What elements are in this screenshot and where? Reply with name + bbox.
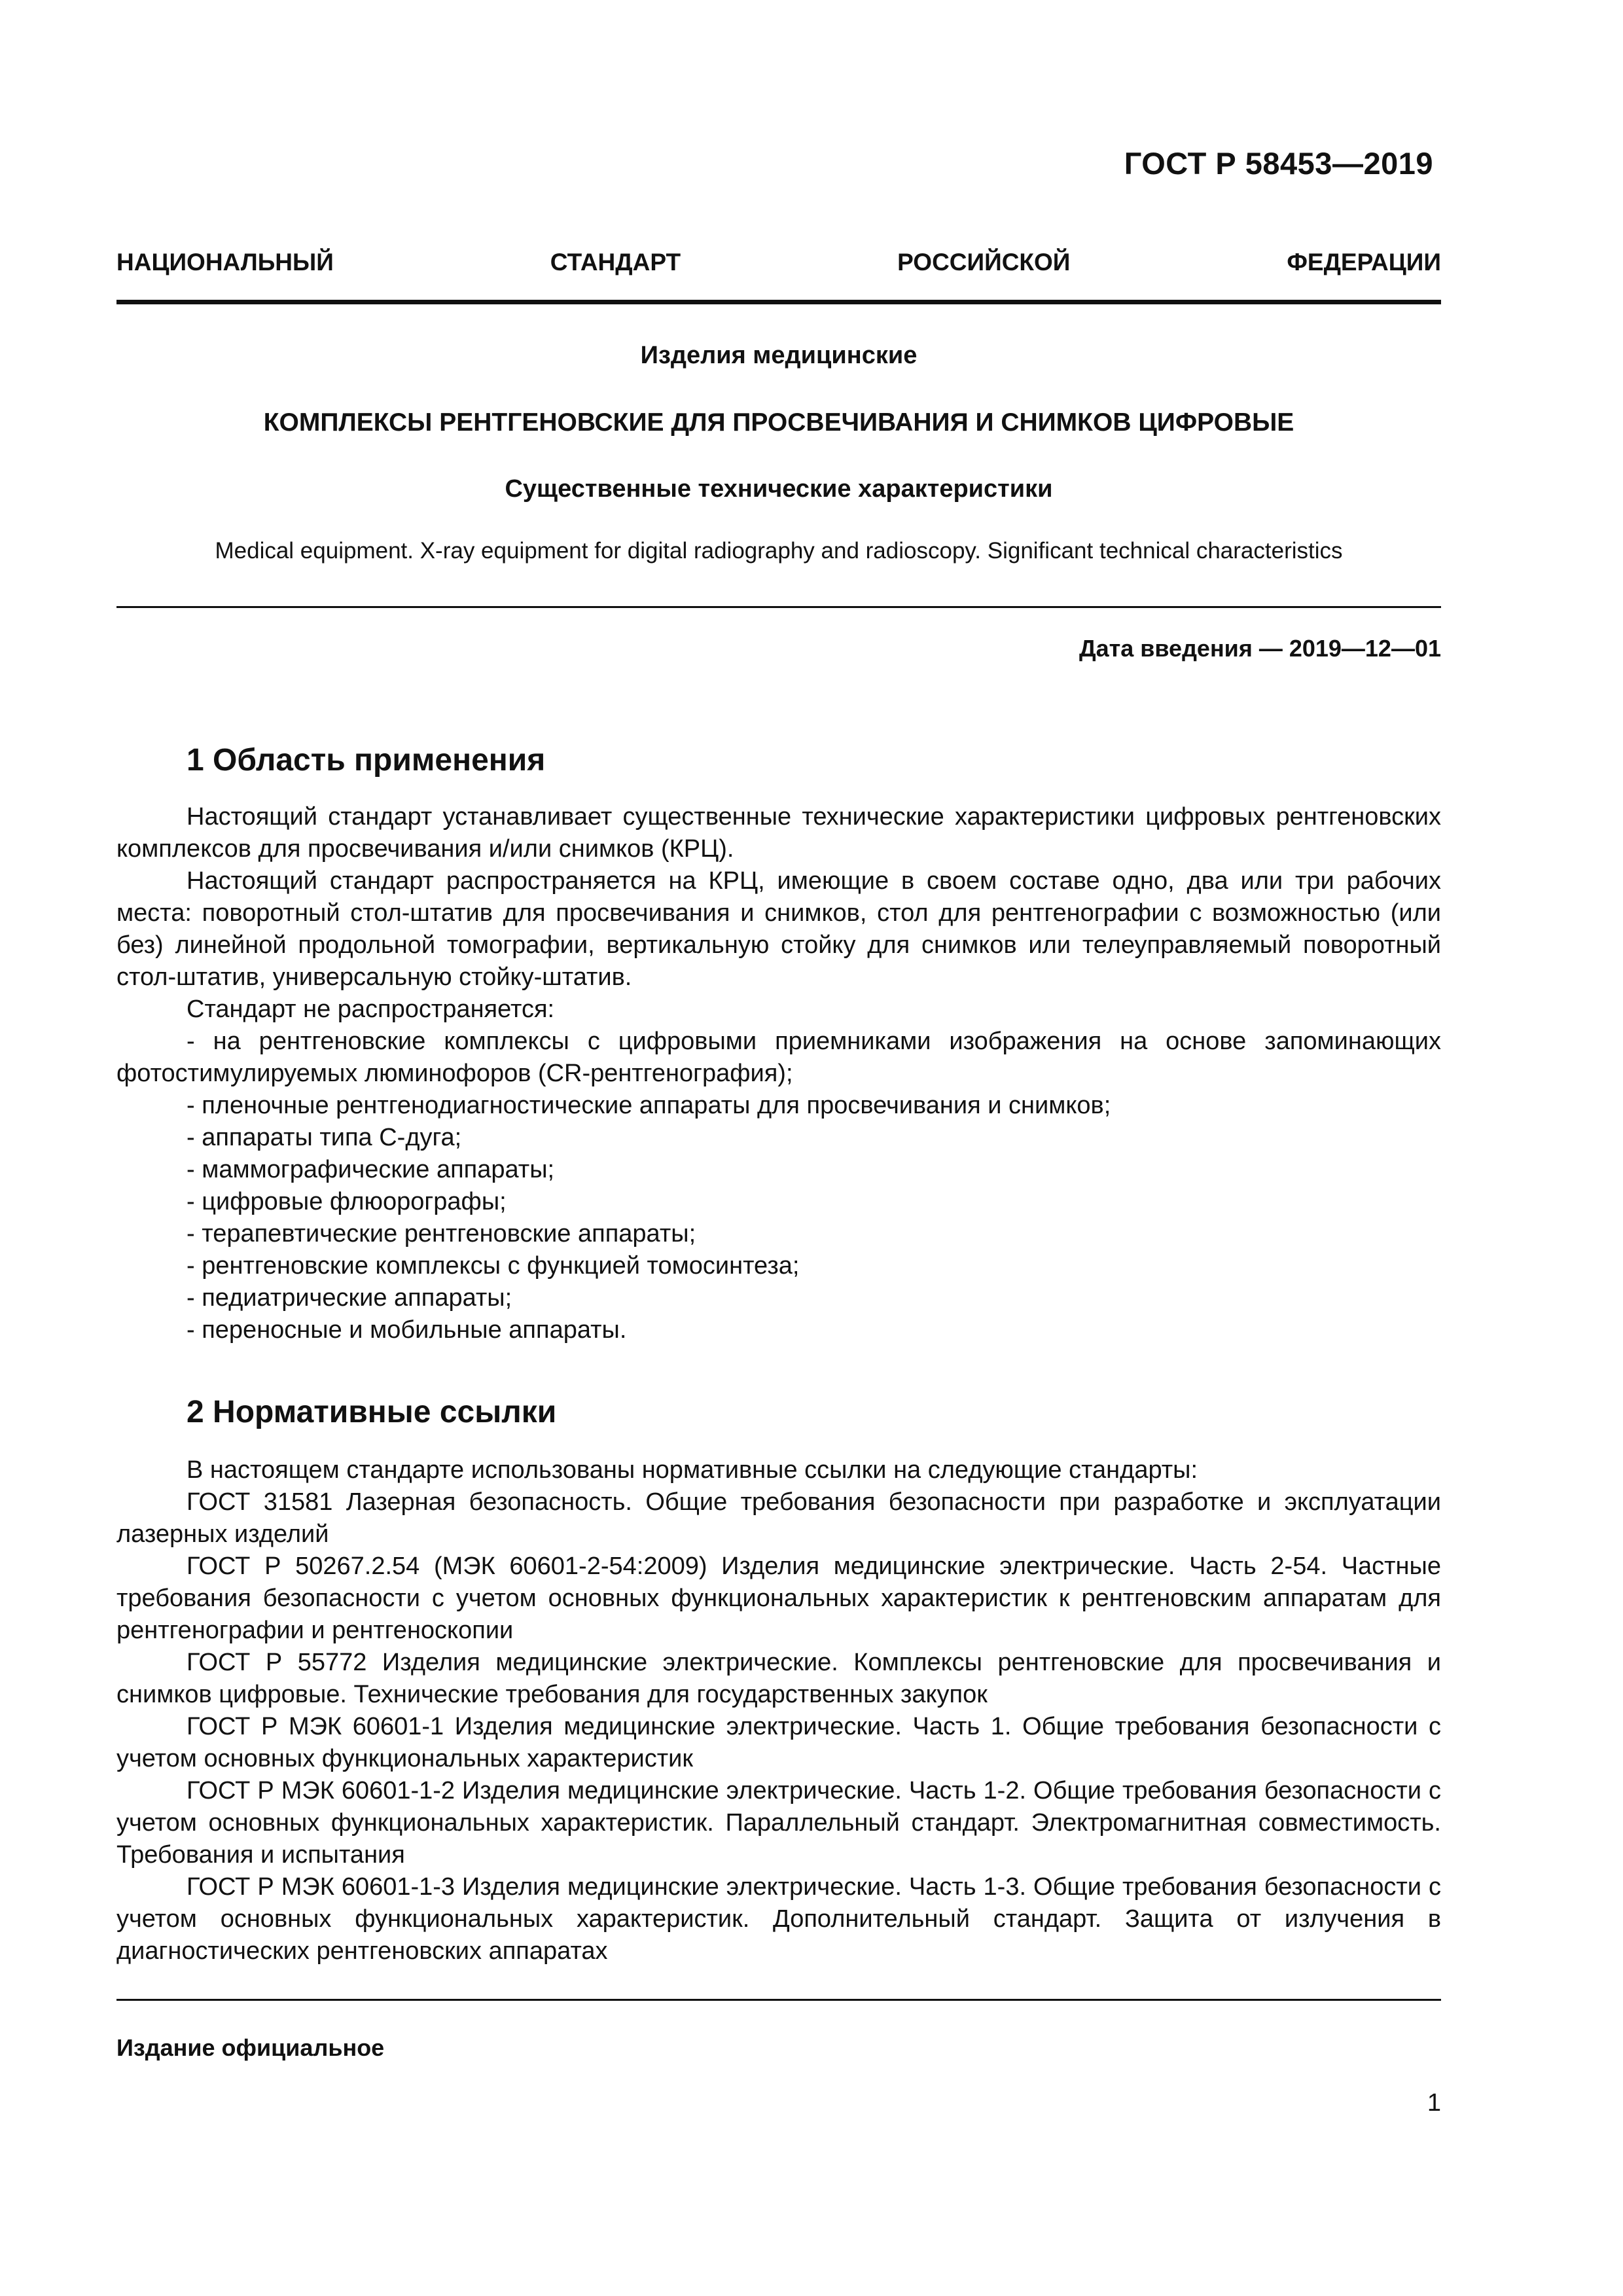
page-number: 1 <box>1427 2089 1441 2117</box>
list-item: - педиатрические аппараты; <box>187 1284 512 1312</box>
list-item: - на рентгеновские комплексы с цифровыми приемниками изображения на основе запоминающих фотостимулируемых люминофоров (CR-рентгенография); <box>116 1028 1441 1087</box>
paragraph: В настоящем стандарте использованы нормативные ссылки на следующие стандарты: <box>187 1456 1198 1484</box>
list-item: - маммографические аппараты; <box>187 1156 555 1183</box>
national-title-word: РОССИЙСКОЙ <box>897 249 1071 276</box>
paragraph: Настоящий стандарт устанавливает существенные технические характеристики цифровых рентгеновских комплексов для просвечивания и/или снимков (КРЦ). <box>116 803 1441 863</box>
reference-item: ГОСТ Р 55772 Изделия медицинские электрические. Комплексы рентгеновские для просвечивания и снимков цифровые. Технические требования для государственных закупок <box>116 1649 1441 1708</box>
document-subtitle: Существенные технические характеристики <box>505 475 1053 503</box>
list-item: - цифровые флюорографы; <box>187 1188 507 1215</box>
list-item: - терапевтические рентгеновские аппараты; <box>187 1220 696 1247</box>
list-item: - аппараты типа С-дуга; <box>187 1124 462 1151</box>
list-item: - пленочные рентгенодиагностические аппараты для просвечивания и снимков; <box>187 1092 1111 1119</box>
national-title-word: ФЕДЕРАЦИИ <box>1287 249 1441 276</box>
standard-code: ГОСТ Р 58453—2019 <box>1124 146 1433 181</box>
header-divider <box>116 300 1441 304</box>
national-title-word: СТАНДАРТ <box>550 249 681 276</box>
national-standard-title <box>116 249 1441 276</box>
reference-item: ГОСТ 31581 Лазерная безопасность. Общие требования безопасности при разработке и эксплуатации лазерных изделий <box>116 1488 1441 1548</box>
list-item: - переносные и мобильные аппараты. <box>187 1316 627 1344</box>
document-subject: Изделия медицинские <box>640 342 918 369</box>
paragraph: Стандарт не распространяется: <box>187 996 555 1023</box>
introduction-date: Дата введения — 2019—12—01 <box>1079 635 1441 662</box>
section-1-heading: 1 Область применения <box>187 743 546 778</box>
edition-label: Издание официальное <box>116 2034 385 2061</box>
reference-item: ГОСТ Р МЭК 60601-1-2 Изделия медицинские электрические. Часть 1-2. Общие требования безопасности с учетом основных функциональных характеристик. Параллельный стандарт. Электромагнитная совместимость. Требования и испытания <box>116 1777 1441 1869</box>
document-title: КОМПЛЕКСЫ РЕНТГЕНОВСКИЕ ДЛЯ ПРОСВЕЧИВАНИЯ И СНИМКОВ ЦИФРОВЫЕ <box>263 408 1294 437</box>
list-item: - рентгеновские комплексы с функцией томосинтеза; <box>187 1252 800 1280</box>
footer-divider <box>116 1999 1441 2001</box>
english-title: Medical equipment. X-ray equipment for digital radiography and radioscopy. Significant technical characteristics <box>215 538 1343 564</box>
paragraph: Настоящий стандарт распространяется на КРЦ, имеющие в своем составе одно, два или три рабочих места: поворотный стол-штатив для просвечивания и снимков, стол для рентгенографии с возможностью (или без) линейной продольной томографии, вертикальную стойку для снимков или телеуправляемый поворотный стол-штатив, универсальную стойку-штатив. <box>116 867 1441 991</box>
section-2-heading: 2 Нормативные ссылки <box>187 1395 557 1429</box>
section-1-body <box>116 801 1441 1346</box>
reference-item: ГОСТ Р 50267.2.54 (МЭК 60601-2-54:2009) Изделия медицинские электрические. Часть 2-54. Частные требования безопасности с учетом основных функциональных характеристик к рентгеновским аппаратам для рентгенографии и рентгеноскопии <box>116 1552 1441 1644</box>
section-2-body <box>116 1454 1441 1967</box>
reference-item: ГОСТ Р МЭК 60601-1-3 Изделия медицинские электрические. Часть 1-3. Общие требования безопасности с учетом основных функциональных характеристик. Дополнительный стандарт. Защита от излучения в диагностических рентгеновских аппаратах <box>116 1873 1441 1965</box>
national-title-word: НАЦИОНАЛЬНЫЙ <box>116 249 334 276</box>
title-divider <box>116 606 1441 608</box>
reference-item: ГОСТ Р МЭК 60601-1 Изделия медицинские электрические. Часть 1. Общие требования безопасности с учетом основных функциональных характеристик <box>116 1713 1441 1772</box>
